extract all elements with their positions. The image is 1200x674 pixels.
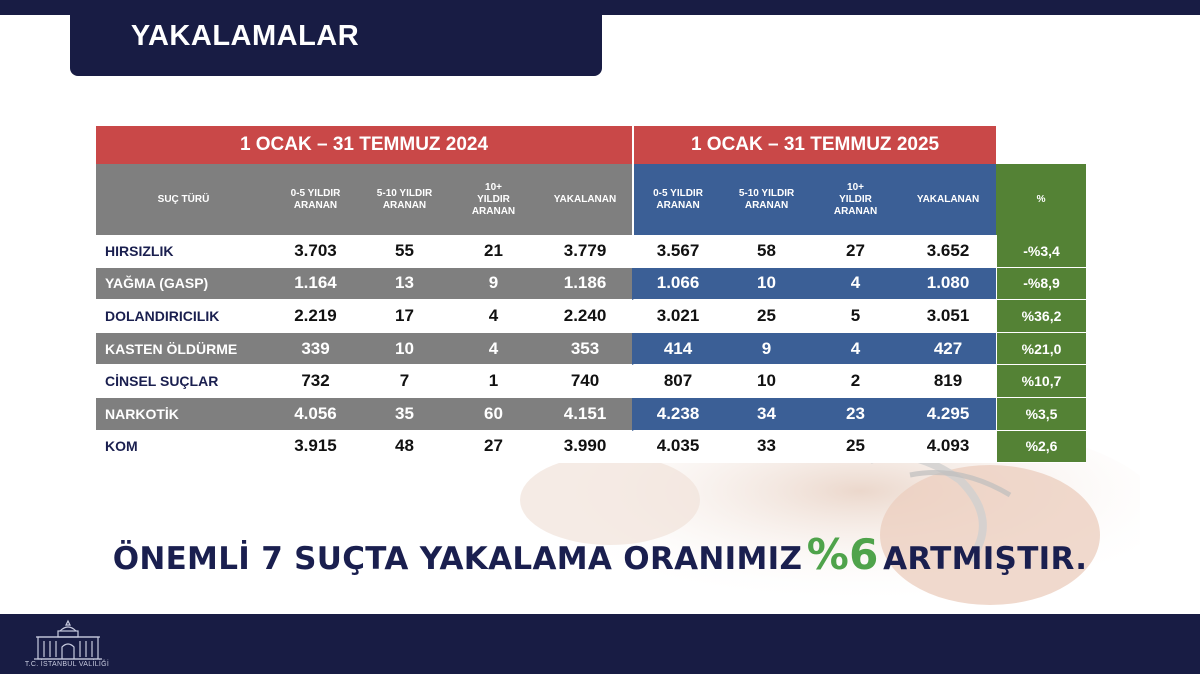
logo-caption: T.C. İSTANBUL VALİLİĞİ <box>24 661 110 668</box>
slogan-end: ARTMIŞTIR. <box>883 541 1088 577</box>
value-2025-cell: 2 <box>811 365 900 398</box>
value-2024-cell: 1 <box>449 365 538 398</box>
percent-change-cell: -%8,9 <box>996 268 1086 301</box>
value-2025-cell: 3.567 <box>632 235 722 268</box>
value-2025-cell: 4.093 <box>900 431 996 464</box>
value-2024-cell: 48 <box>360 431 449 464</box>
value-2025-cell: 4.035 <box>632 431 722 464</box>
slogan-highlight: %6 <box>806 530 879 579</box>
value-2024-cell: 732 <box>271 365 360 398</box>
table-row <box>96 431 1086 464</box>
value-2024-cell: 2.219 <box>271 300 360 333</box>
value-2024-cell: 3.779 <box>538 235 632 268</box>
col-percent: % <box>996 164 1086 235</box>
value-2025-cell: 819 <box>900 365 996 398</box>
value-2025-cell: 10 <box>722 365 811 398</box>
value-2025-cell: 807 <box>632 365 722 398</box>
percent-change-cell: %36,2 <box>996 300 1086 333</box>
value-2025-cell: 10 <box>722 268 811 301</box>
percent-change-cell: %2,6 <box>996 431 1086 464</box>
value-2025-cell: 4 <box>811 268 900 301</box>
crime-type-cell: DOLANDIRICILIK <box>96 300 271 333</box>
value-2024-cell: 3.703 <box>271 235 360 268</box>
value-2025-cell: 3.652 <box>900 235 996 268</box>
crime-type-cell: KOM <box>96 431 271 464</box>
value-2024-cell: 3.915 <box>271 431 360 464</box>
value-2024-cell: 1.186 <box>538 268 632 301</box>
column-header-row <box>96 164 1086 235</box>
crime-type-cell: HIRSIZLIK <box>96 235 271 268</box>
value-2024-cell: 10 <box>360 333 449 366</box>
crime-type-cell: YAĞMA (GASP) <box>96 268 271 301</box>
value-2024-cell: 339 <box>271 333 360 366</box>
table-row <box>96 365 1086 398</box>
col-caught-2025: YAKALANAN <box>900 164 996 235</box>
value-2024-cell: 2.240 <box>538 300 632 333</box>
crime-type-cell: KASTEN ÖLDÜRME <box>96 333 271 366</box>
table-row <box>96 268 1086 301</box>
crime-type-cell: NARKOTİK <box>96 398 271 431</box>
col-wanted-5-10-2025: 5-10 YILDIR ARANAN <box>722 164 811 235</box>
value-2024-cell: 4.151 <box>538 398 632 431</box>
value-2025-cell: 4.238 <box>632 398 722 431</box>
col-wanted-10plus-2024: 10+ YILDIR ARANAN <box>449 164 538 235</box>
value-2025-cell: 27 <box>811 235 900 268</box>
value-2024-cell: 7 <box>360 365 449 398</box>
value-2024-cell: 13 <box>360 268 449 301</box>
period-2024-header: 1 OCAK – 31 TEMMUZ 2024 <box>96 126 632 164</box>
value-2024-cell: 17 <box>360 300 449 333</box>
handcuff-hands-image <box>440 440 1140 615</box>
value-2024-cell: 27 <box>449 431 538 464</box>
value-2025-cell: 5 <box>811 300 900 333</box>
value-2025-cell: 23 <box>811 398 900 431</box>
percent-change-cell: %21,0 <box>996 333 1086 366</box>
percent-change-cell: %3,5 <box>996 398 1086 431</box>
value-2024-cell: 740 <box>538 365 632 398</box>
value-2024-cell: 3.990 <box>538 431 632 464</box>
title-banner <box>70 0 602 76</box>
value-2024-cell: 35 <box>360 398 449 431</box>
value-2024-cell: 60 <box>449 398 538 431</box>
arrests-table <box>96 126 1086 463</box>
table-row <box>96 235 1086 268</box>
value-2025-cell: 3.021 <box>632 300 722 333</box>
slogan <box>0 530 1200 579</box>
value-2024-cell: 9 <box>449 268 538 301</box>
value-2024-cell: 21 <box>449 235 538 268</box>
value-2025-cell: 3.051 <box>900 300 996 333</box>
table-row <box>96 333 1086 366</box>
value-2025-cell: 1.080 <box>900 268 996 301</box>
percent-change-cell: -%3,4 <box>996 235 1086 268</box>
value-2025-cell: 414 <box>632 333 722 366</box>
table-row <box>96 300 1086 333</box>
value-2025-cell: 25 <box>722 300 811 333</box>
value-2025-cell: 4 <box>811 333 900 366</box>
col-caught-2024: YAKALANAN <box>538 164 632 235</box>
value-2025-cell: 1.066 <box>632 268 722 301</box>
slogan-text: ÖNEMLİ 7 SUÇTA YAKALAMA ORANIMIZ <box>112 541 803 577</box>
table-row <box>96 398 1086 431</box>
value-2024-cell: 353 <box>538 333 632 366</box>
value-2025-cell: 58 <box>722 235 811 268</box>
col-wanted-0-5-2024: 0-5 YILDIR ARANAN <box>271 164 360 235</box>
page-title: YAKALAMALAR <box>130 20 360 52</box>
value-2024-cell: 4 <box>449 300 538 333</box>
value-2024-cell: 1.164 <box>271 268 360 301</box>
footer-bar <box>0 614 1200 674</box>
period-2025-header: 1 OCAK – 31 TEMMUZ 2025 <box>632 126 996 164</box>
value-2025-cell: 9 <box>722 333 811 366</box>
value-2025-cell: 25 <box>811 431 900 464</box>
col-crime-type: SUÇ TÜRÜ <box>96 164 271 235</box>
value-2025-cell: 34 <box>722 398 811 431</box>
crime-type-cell: CİNSEL SUÇLAR <box>96 365 271 398</box>
col-wanted-0-5-2025: 0-5 YILDIR ARANAN <box>632 164 722 235</box>
col-wanted-10plus-2025: 10+ YILDIR ARANAN <box>811 164 900 235</box>
value-2024-cell: 4 <box>449 333 538 366</box>
value-2025-cell: 4.295 <box>900 398 996 431</box>
col-wanted-5-10-2024: 5-10 YILDIR ARANAN <box>360 164 449 235</box>
value-2025-cell: 427 <box>900 333 996 366</box>
percent-change-cell: %10,7 <box>996 365 1086 398</box>
value-2024-cell: 55 <box>360 235 449 268</box>
value-2025-cell: 33 <box>722 431 811 464</box>
value-2024-cell: 4.056 <box>271 398 360 431</box>
